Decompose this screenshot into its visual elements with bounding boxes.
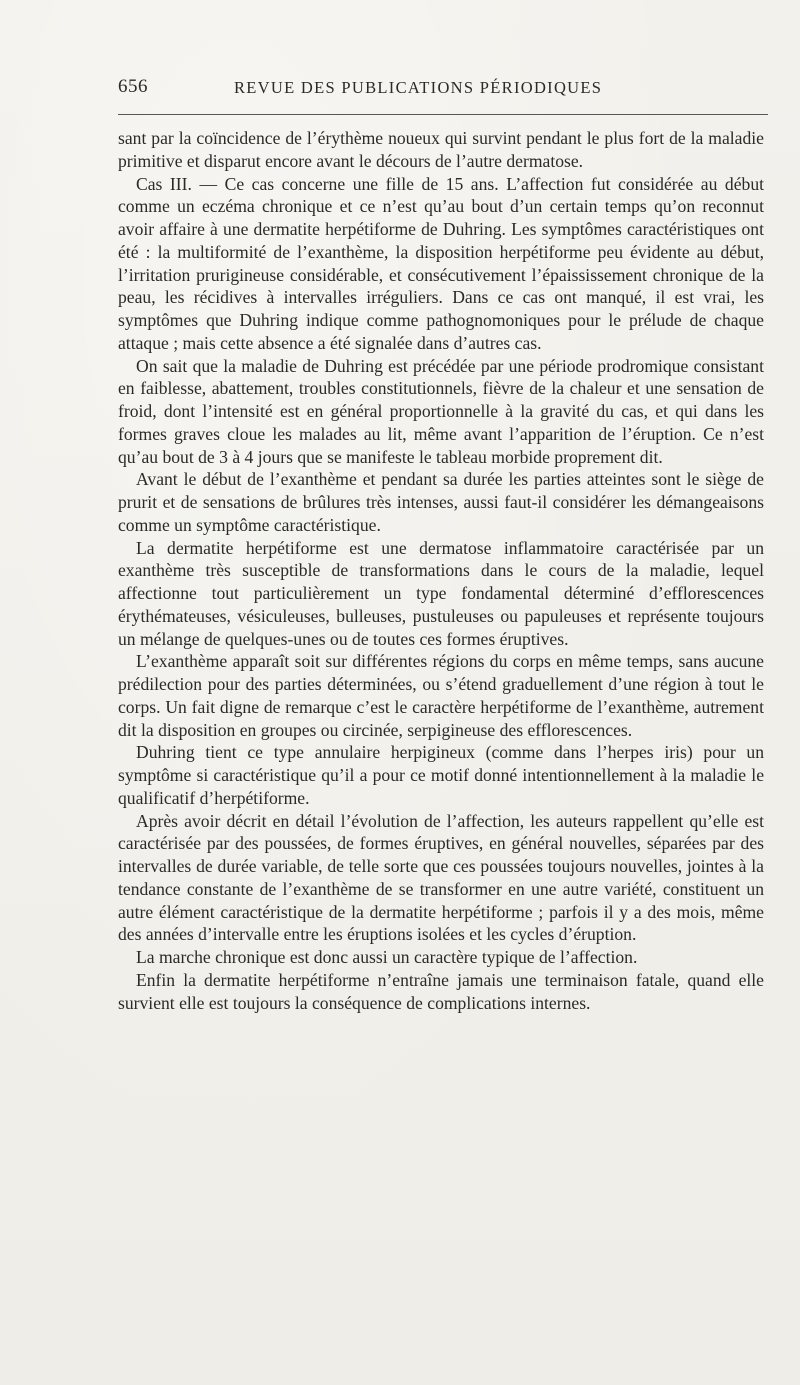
page-number: 656 <box>118 76 148 97</box>
paragraph: Enfin la dermatite herpétiforme n’entraîne jamais une terminaison fatale, quand elle survient elle est toujours la conséquence de complications internes. <box>118 969 764 1013</box>
paragraph: La marche chronique est donc aussi un caractère typique de l’affection. <box>136 947 638 967</box>
paragraph: Après avoir décrit en détail l’évolution de l’affection, les auteurs rappellent qu’elle est caractérisée par des poussées, de formes éruptives, en général nouvelles, séparées par des intervalles de durée variable, de telle sorte que ces poussées toujours nouvelles, jointes à la tendance constante de l’exanthème de se transformer en une autre variété, constituent un autre élément caractéristique de la dermatite herpétiforme ; parfois il y a des mois, même des années d’intervalle entre les éruptions isolées et les cycles d’éruption. <box>118 810 764 945</box>
running-title: REVUE DES PUBLICATIONS PÉRIODIQUES <box>234 78 603 97</box>
article-body <box>118 127 764 1014</box>
page-header <box>118 76 766 102</box>
paragraph: sant par la coïncidence de l’érythème noueux qui survint pendant le plus fort de la maladie primitive et disparut encore avant le décours de l’autre dermatose. <box>118 128 764 171</box>
paragraph: La dermatite herpétiforme est une dermatose inflammatoire caractérisée par un exanthème très susceptible de transformations dans le cours de la maladie, lequel affectionne tout particulièrement un type fondamental déterminé d’efflorescences érythémateuses, vésiculeuses, bulleuses, pustuleuses ou papuleuses et représente toujours un mélange de quelques-unes ou de toutes ces formes éruptives. <box>118 537 764 649</box>
paragraph: On sait que la maladie de Duhring est précédée par une période prodromique consistant en faiblesse, abattement, troubles constitutionnels, fièvre de la chaleur et une sensation de froid, dont l’intensité est en général proportionnelle à la gravité du cas, et qui dans les formes graves cloue les malades au lit, même avant l’apparition de l’éruption. Ce n’est qu’au bout de 3 à 4 jours que se manifeste le tableau morbide proprement dit. <box>118 355 764 467</box>
paragraph: L’exanthème apparaît soit sur différentes régions du corps en même temps, sans aucune prédilection pour des parties déterminées, ou s’étend graduellement d’une région à tout le corps. Un fait digne de remarque c’est le caractère herpétiforme de l’exanthème, autrement dit la disposition en groupes ou circinée, serpigineuse des efflorescences. <box>118 651 764 740</box>
paragraph: Avant le début de l’exanthème et pendant sa durée les parties atteintes sont le siège de prurit et de sensations de brûlures très intenses, aussi faut-il considérer les démangeaisons comme un symptôme caractéristique. <box>118 469 764 535</box>
paragraph-cas-iii: Cas III. — Ce cas concerne une fille de 15 ans. L’affection fut considérée au début comme un eczéma chronique et ce n’est qu’au bout d’un certain temps qu’on reconnut avoir affaire à une dermatite herpétiforme de Duhring. Les symptômes caractéristiques ont été : la multiformité de l’exanthème, la disposition herpétiforme peu évidente au début, l’irritation prurigineuse considérable, et consécutivement l’épaississement chronique de la peau, les récidives à intervalles irréguliers. Dans ce cas ont manqué, il est vrai, les symptômes que Duhring indique comme pathognomoniques pour le prélude de chaque attaque ; mais cette absence a été signalée dans d’autres cas. <box>118 173 764 353</box>
paragraph: Duhring tient ce type annulaire herpigineux (comme dans l’herpes iris) pour un symptôme si caractéristique qu’il a pour ce motif donné intentionnellement à la maladie le qualificatif d’herpétiforme. <box>118 742 764 808</box>
header-rule <box>118 114 768 115</box>
